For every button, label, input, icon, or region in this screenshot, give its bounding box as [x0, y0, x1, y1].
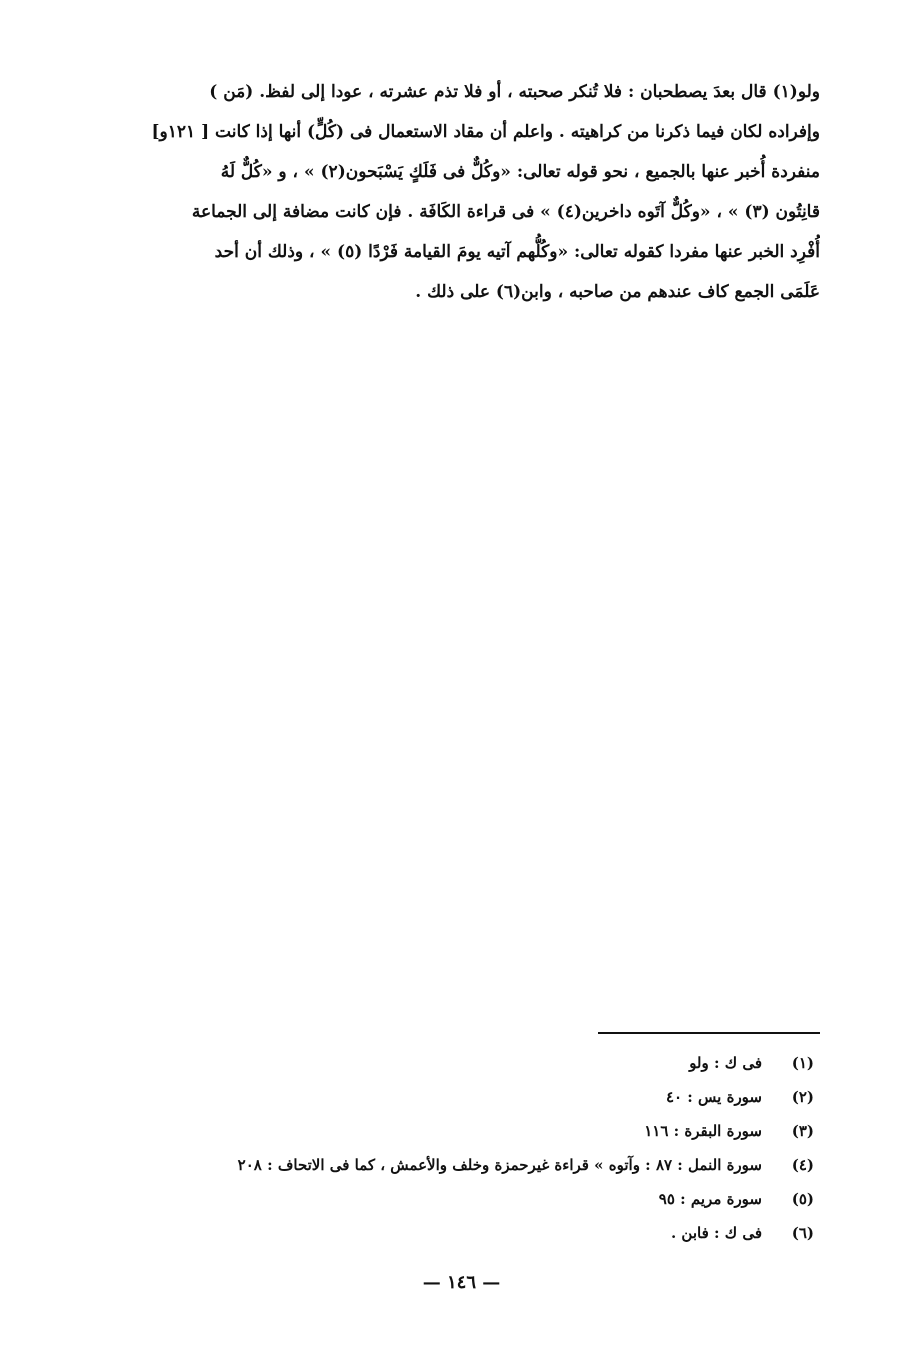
footnote-text: فى ك : فابن . — [670, 1224, 762, 1242]
footnote-item — [80, 1216, 820, 1250]
footnote-text: سورة النمل : ٨٧ : وآتوه » قراءة غيرحمزة وخلف والأعمش ، كما فى الاتحاف : ٢٠٨ — [237, 1156, 762, 1174]
footnote-item — [80, 1046, 820, 1080]
footnote-text: فى ك : ولو — [689, 1054, 762, 1072]
footnote-number: (٦) — [791, 1224, 814, 1242]
footnote-item — [80, 1148, 820, 1182]
footnote-divider — [598, 1032, 820, 1034]
footnote-number: (٢) — [791, 1088, 814, 1106]
text-line: أُفْرِد الخبر عنها مفردا كقوله تعالى: «وكُلُّهم آتيه يومَ القيامة فَرْدًا (٥) » ، وذلك أن أحد — [214, 242, 820, 262]
footnote-number: (١) — [791, 1054, 814, 1072]
footnote-item — [80, 1080, 820, 1114]
footnote-number: (٤) — [791, 1156, 814, 1174]
text-line: عَلَمَى الجمع كاف عندهم من صاحبه ، وابن(٦) على ذلك . — [415, 282, 820, 302]
page-number: — ١٤٦ — — [422, 1272, 501, 1293]
footnote-text: سورة البقرة : ١١٦ — [644, 1122, 762, 1140]
footnote-item — [80, 1114, 820, 1148]
footnotes — [80, 1046, 820, 1250]
text-line: منفردة أُخبر عنها بالجميع ، نحو قوله تعالى: «وكُلٌّ فى فَلَكٍ يَسْبَحون(٢) » ، و «كُلٌّ لَهُ — [220, 162, 820, 182]
footnote-text: سورة يس : ٤٠ — [665, 1088, 762, 1106]
text-line: قانِتُون (٣) » ، «وكُلٌّ آتَوه داخرين(٤) » فى قراءة الكَافَة . فإن كانت مضافة إلى الجماعة — [191, 202, 820, 222]
footnote-number: (٥) — [791, 1190, 814, 1208]
text-line: ولو(١) قال بعدَ يصطحبان : فلا تُنكر صحبته ، أو فلا تذم عشرته ، عودا إلى لفظ. (مَن ) — [209, 82, 820, 102]
footnote-text: سورة مريم : ٩٥ — [658, 1190, 762, 1208]
footnote-item — [80, 1182, 820, 1216]
footnote-number: (٣) — [791, 1122, 814, 1140]
main-text — [80, 72, 820, 312]
text-line: وإفراده لكان فيما ذكرنا من كراهيته . واعلم أن مقاد الاستعمال فى (كُلٍّ) أنها إذا كانت [ ١٢١و] — [151, 122, 820, 142]
